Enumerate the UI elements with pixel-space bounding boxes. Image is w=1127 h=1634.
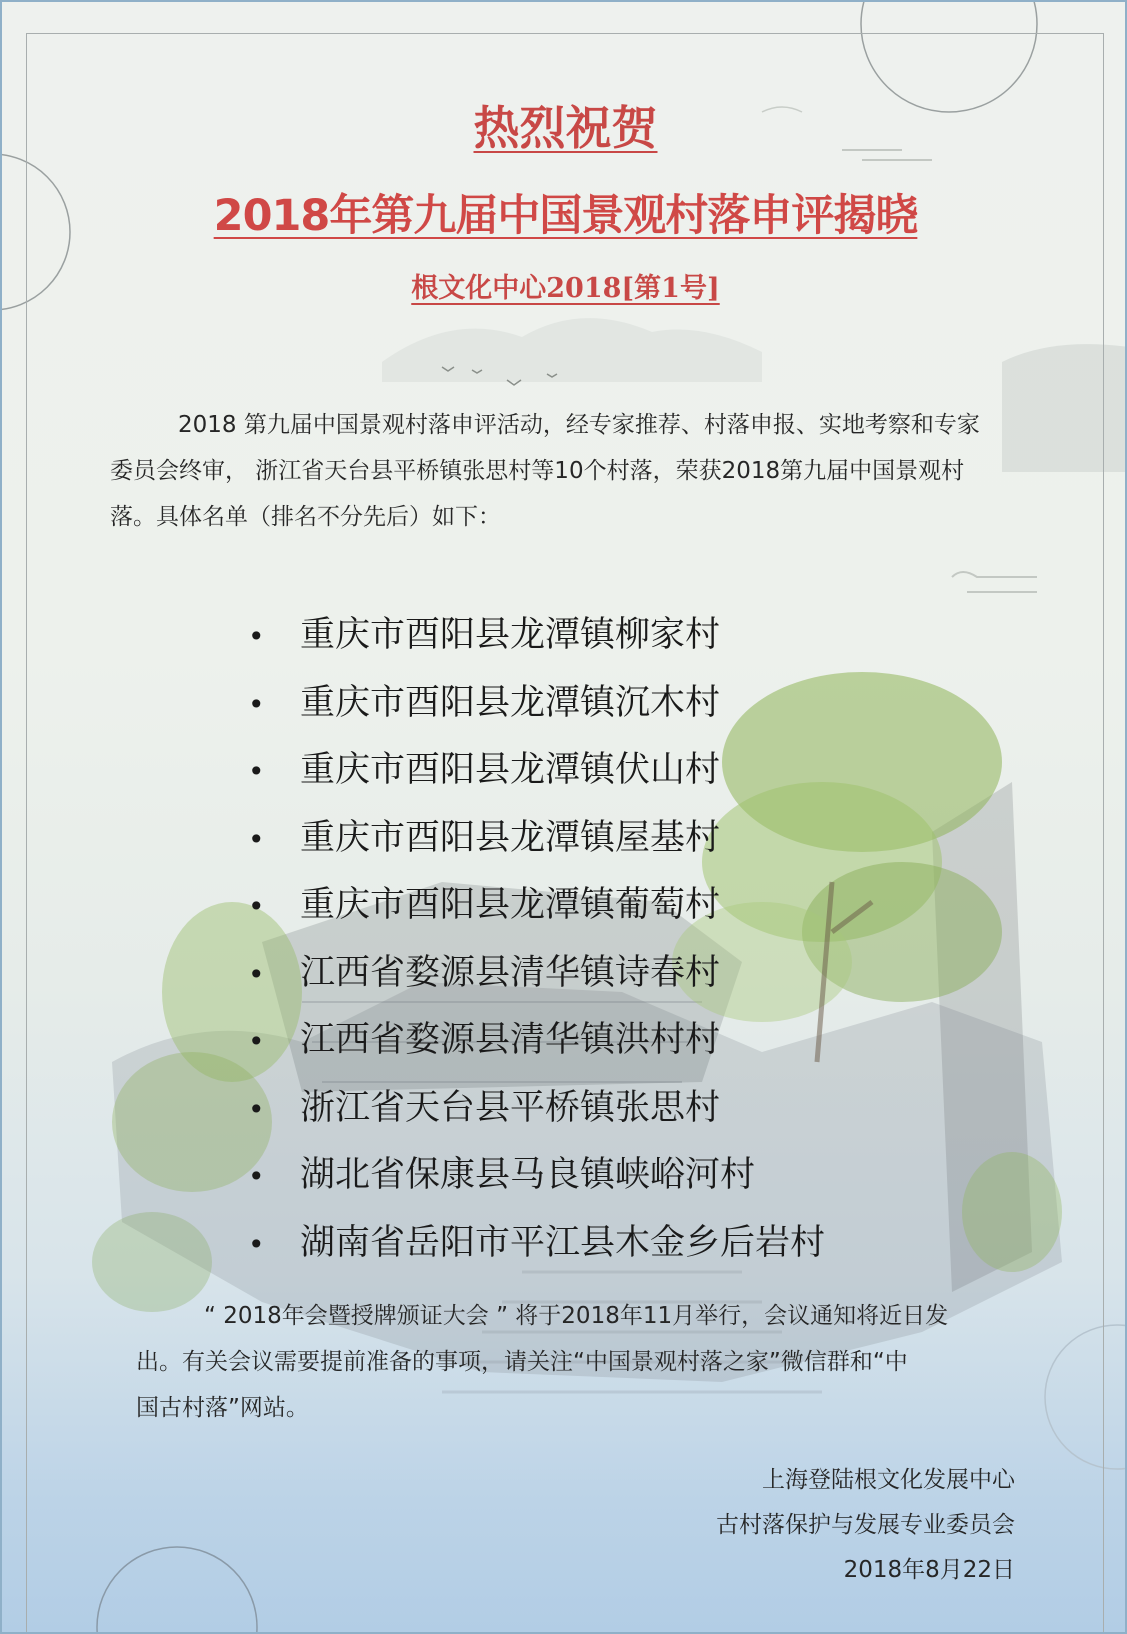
list-item <box>248 670 825 738</box>
village-name: 重庆市酉阳县龙潭镇伏山村 <box>300 750 721 790</box>
list-item <box>248 940 825 1008</box>
village-name: 重庆市酉阳县龙潭镇柳家村 <box>300 615 721 655</box>
list-item <box>248 1075 825 1143</box>
village-name: 江西省婺源县清华镇诗春村 <box>300 952 721 993</box>
intro-line-3: 落。具体名单（排名不分先后）如下： <box>110 504 501 530</box>
bullet-icon: • <box>248 957 265 991</box>
list-item <box>248 1142 825 1210</box>
village-name: 重庆市酉阳县龙潭镇屋基村 <box>300 817 721 858</box>
headline-title: 热烈祝贺 <box>473 101 658 155</box>
list-item <box>248 737 825 805</box>
notice-line-2: 出。有关会议需要提前准备的事项，请关注“中国景观村落之家”微信群和“中 <box>136 1349 908 1375</box>
notice-paragraph <box>136 1293 1046 1431</box>
list-item <box>248 805 825 873</box>
intro-line-1: 2018 第九届中国景观村落申评活动，经专家推荐、村落申报、实地考察和专家 <box>178 412 980 438</box>
village-name: 重庆市酉阳县龙潭镇葡萄村 <box>300 885 721 925</box>
signoff-date: 2018年8月22日 <box>843 1557 1015 1583</box>
bullet-icon: • <box>248 755 265 788</box>
village-name: 浙江省天台县平桥镇张思村 <box>300 1087 721 1128</box>
list-item <box>248 602 825 670</box>
signoff-org-2: 古村落保护与发展专业委员会 <box>716 1512 1015 1538</box>
bullet-icon: • <box>248 1092 265 1126</box>
bullet-icon: • <box>248 1025 265 1058</box>
notice-line-1: “ 2018年会暨授牌颁证大会 ” 将于2018年11月举行，会议通知将近日发 <box>204 1303 949 1329</box>
intro-line-2: 委员会终审， 浙江省天台县平桥镇张思村等10个村落，荣获2018第九届中国景观村 <box>110 458 965 484</box>
intro-paragraph <box>110 402 1050 540</box>
bullet-icon: • <box>248 822 265 856</box>
document-number: 根文化中心2018[第1号] <box>411 273 720 304</box>
bullet-icon: • <box>248 1160 265 1193</box>
village-name: 湖北省保康县马良镇峡峪河村 <box>300 1155 756 1195</box>
signoff-org-1: 上海登陆根文化发展中心 <box>762 1467 1015 1493</box>
notice-line-3: 国古村落”网站。 <box>136 1395 309 1421</box>
village-list <box>248 602 825 1277</box>
village-name: 湖南省岳阳市平江县木金乡后岩村 <box>300 1222 826 1263</box>
village-name: 重庆市酉阳县龙潭镇沉木村 <box>300 682 721 723</box>
list-item <box>248 872 825 940</box>
bullet-icon: • <box>248 687 265 721</box>
village-name: 江西省婺源县清华镇洪村村 <box>300 1020 721 1060</box>
list-item <box>248 1210 825 1278</box>
bullet-icon: • <box>248 890 265 923</box>
signoff-block <box>716 1458 1015 1593</box>
headline-subtitle: 2018年第九届中国景观村落申评揭晓 <box>213 191 918 241</box>
bullet-icon: • <box>248 620 265 653</box>
bullet-icon: • <box>248 1227 265 1261</box>
list-item <box>248 1007 825 1075</box>
